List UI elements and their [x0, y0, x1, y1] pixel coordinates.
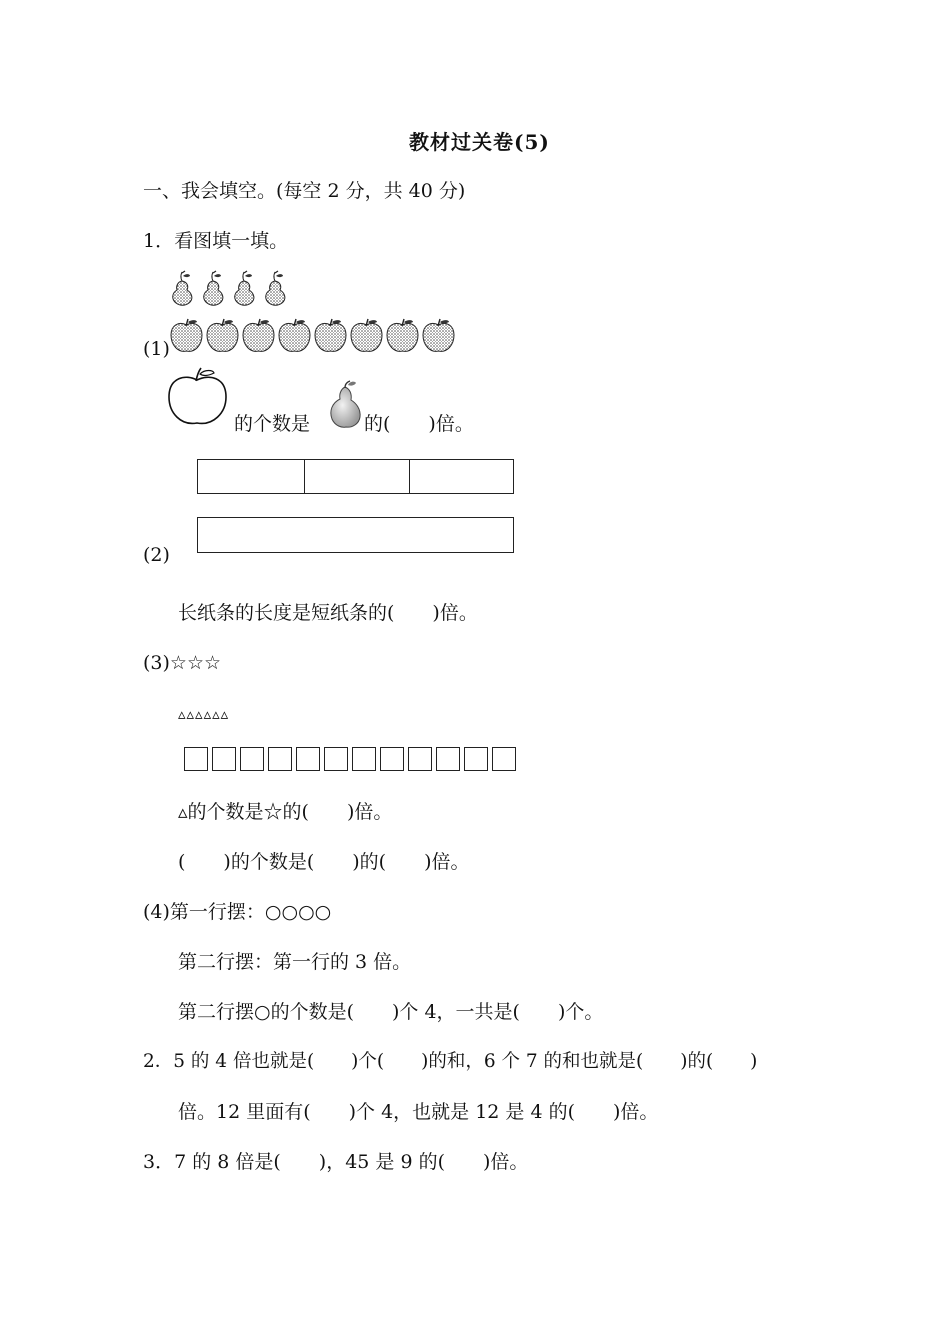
part-4-line-2: 第二行摆：第一行的 3 倍。 — [178, 951, 412, 973]
part-1-text-a: 的个数是 — [234, 413, 311, 435]
pear-icon — [230, 270, 258, 306]
apple-icon — [421, 318, 456, 354]
short-strip-segment — [305, 460, 410, 493]
pear-icon — [261, 270, 289, 306]
apple-icon — [241, 318, 276, 354]
question-1-heading: 1．看图填一填。 — [143, 230, 289, 252]
square-shape — [352, 747, 376, 771]
short-strip-segment — [198, 460, 305, 493]
square-shape — [296, 747, 320, 771]
apple-icon — [169, 318, 204, 354]
part-3-line-1: ▵的个数是☆的( )倍。 — [178, 801, 393, 823]
apple-icon — [166, 366, 230, 428]
question-2-line-1: 2．5 的 4 倍也就是( )个( )的和，6 个 7 的和也就是( )的( ) — [143, 1051, 758, 1072]
square-shape — [212, 747, 236, 771]
part-3-stars: (3)☆☆☆ — [143, 652, 222, 674]
apple-icon — [277, 318, 312, 354]
question-3-line-1: 3．7 的 8 倍是( )，45 是 9 的( )倍。 — [143, 1151, 529, 1173]
pear-group — [168, 270, 289, 306]
long-strip — [197, 517, 514, 553]
square-shape — [408, 747, 432, 771]
part-3-triangles: ▵▵▵▵▵▵ — [178, 705, 230, 723]
apple-icon — [205, 318, 240, 354]
square-shape — [436, 747, 460, 771]
part-4-line-1: (4)第一行摆：○○○○ — [143, 901, 332, 923]
square-shape — [464, 747, 488, 771]
part-1-text-b: 的( )倍。 — [364, 413, 474, 435]
pear-icon — [199, 270, 227, 306]
apple-group — [169, 318, 456, 354]
part-2-label: (2) — [143, 544, 170, 566]
apple-icon — [385, 318, 420, 354]
square-shape — [380, 747, 404, 771]
part-1-label: (1) — [143, 338, 170, 360]
square-shape — [268, 747, 292, 771]
square-shape — [324, 747, 348, 771]
part-2-text: 长纸条的长度是短纸条的( )倍。 — [178, 602, 478, 624]
part-4-line-3: 第二行摆○的个数是( )个 4，一共是( )个。 — [178, 1001, 604, 1023]
part-3-squares — [184, 747, 516, 771]
square-shape — [240, 747, 264, 771]
apple-icon — [313, 318, 348, 354]
page-title: 教材过关卷(5) — [409, 130, 550, 154]
square-shape — [492, 747, 516, 771]
part-3-line-2: ( )的个数是( )的( )倍。 — [178, 851, 470, 873]
short-strip-group — [197, 459, 514, 494]
square-shape — [184, 747, 208, 771]
pear-icon — [168, 270, 196, 306]
section-heading: 一、我会填空。(每空 2 分，共 40 分) — [143, 180, 466, 202]
question-2-line-2: 倍。12 里面有( )个 4，也就是 12 是 4 的( )倍。 — [178, 1101, 659, 1123]
apple-icon — [349, 318, 384, 354]
pear-icon — [326, 379, 364, 429]
